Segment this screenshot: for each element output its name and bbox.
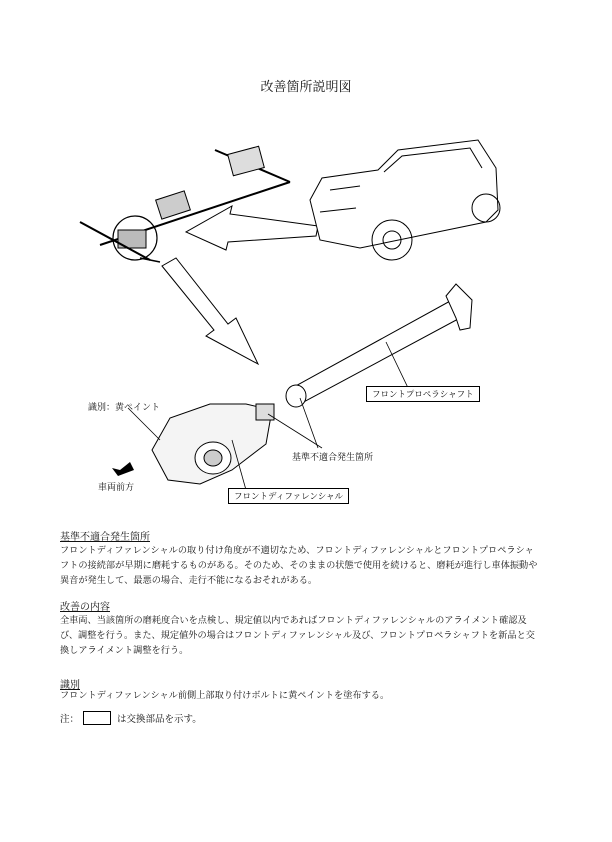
section-heading: 識別: [60, 680, 80, 691]
replacement-box-symbol: [83, 711, 111, 725]
page-title: 改善箇所説明図: [260, 80, 352, 95]
drivetrain-illustration: [80, 146, 290, 262]
section-body: 全車両、当該箇所の磨耗度合いを点検し、規定値以内であればフロントディファレンシャルのアライメント確認及び、調整を行う。また、規定値外の場合はフロントディファレンシャル及び、フロントプロペラシャフトを新品と交換しアライメント調整を行う。: [60, 615, 535, 656]
note-suffix: は交換部品を示す。: [117, 714, 202, 725]
nonconformity-label: 基準不適合発生箇所: [292, 453, 374, 463]
vehicle-illustration: [310, 140, 500, 260]
section-body: フロントディファレンシャルの取り付け角度が不適切なため、フロントディファレンシャルとフロントプロペラシャフトの接続部が早期に磨耗するものがある。そのため、そのままの状態で使用を続けると、磨耗が進行し車体振動や異音が発生して、最悪の場合、走行不能になるおそれがある。: [60, 545, 538, 586]
identification-label: 識別：黄ペイント: [88, 403, 161, 413]
section-heading: 基準不適合発生箇所: [60, 532, 150, 543]
differential-illustration: [152, 404, 274, 484]
section-body: フロントディファレンシャル前側上部取り付けボルトに黄ペイントを塗布する。: [60, 690, 390, 701]
note: [60, 711, 202, 725]
propeller-shaft-label: フロントプロペラシャフト: [366, 386, 480, 402]
differential-label: フロントディファレンシャル: [228, 488, 349, 504]
note-prefix: 注：: [60, 714, 80, 725]
arrow-to-differential: [162, 258, 258, 364]
vehicle-front-label: 車両前方: [98, 483, 135, 493]
arrow-to-drivetrain: [186, 206, 318, 250]
vehicle-front-arrow: [112, 462, 134, 476]
section-heading: 改善の内容: [60, 602, 110, 613]
